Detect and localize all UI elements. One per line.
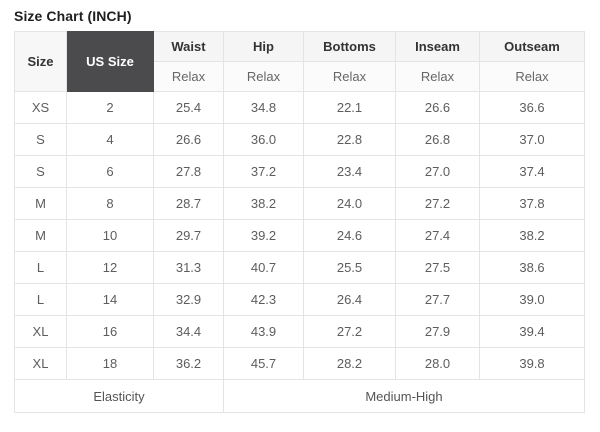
elasticity-value: Medium-High xyxy=(224,380,585,413)
column-header-waist: Waist xyxy=(154,32,224,62)
column-header-outseam: Outseam xyxy=(480,32,585,62)
outseam-cell: 36.6 xyxy=(480,92,585,124)
bottoms-cell: 27.2 xyxy=(304,316,396,348)
hip-cell: 38.2 xyxy=(224,188,304,220)
waist-cell: 28.7 xyxy=(154,188,224,220)
outseam-cell: 38.2 xyxy=(480,220,585,252)
inseam-cell: 27.2 xyxy=(396,188,480,220)
us-size-cell: 10 xyxy=(67,220,154,252)
waist-cell: 32.9 xyxy=(154,284,224,316)
header-row-labels xyxy=(15,32,585,62)
hip-cell: 37.2 xyxy=(224,156,304,188)
waist-cell: 25.4 xyxy=(154,92,224,124)
column-header-size: Size xyxy=(15,32,67,92)
us-size-cell: 12 xyxy=(67,252,154,284)
waist-cell: 29.7 xyxy=(154,220,224,252)
table-row xyxy=(15,188,585,220)
outseam-cell: 38.6 xyxy=(480,252,585,284)
page-title: Size Chart (INCH) xyxy=(14,8,132,24)
us-size-cell: 6 xyxy=(67,156,154,188)
table-row xyxy=(15,156,585,188)
us-size-cell: 14 xyxy=(67,284,154,316)
bottoms-cell: 28.2 xyxy=(304,348,396,380)
column-header-hip: Hip xyxy=(224,32,304,62)
table-row xyxy=(15,220,585,252)
fit-header-bottoms: Relax xyxy=(304,62,396,92)
waist-cell: 27.8 xyxy=(154,156,224,188)
inseam-cell: 27.4 xyxy=(396,220,480,252)
size-cell: M xyxy=(15,220,67,252)
bottoms-cell: 25.5 xyxy=(304,252,396,284)
size-cell: XS xyxy=(15,92,67,124)
us-size-cell: 4 xyxy=(67,124,154,156)
fit-header-waist: Relax xyxy=(154,62,224,92)
table-row xyxy=(15,124,585,156)
size-cell: L xyxy=(15,252,67,284)
bottoms-cell: 24.0 xyxy=(304,188,396,220)
table-row xyxy=(15,252,585,284)
outseam-cell: 37.0 xyxy=(480,124,585,156)
waist-cell: 31.3 xyxy=(154,252,224,284)
bottoms-cell: 24.6 xyxy=(304,220,396,252)
table-row xyxy=(15,284,585,316)
bottoms-cell: 22.1 xyxy=(304,92,396,124)
outseam-cell: 39.0 xyxy=(480,284,585,316)
outseam-cell: 37.4 xyxy=(480,156,585,188)
inseam-cell: 28.0 xyxy=(396,348,480,380)
inseam-cell: 27.9 xyxy=(396,316,480,348)
waist-cell: 34.4 xyxy=(154,316,224,348)
waist-cell: 26.6 xyxy=(154,124,224,156)
bottoms-cell: 23.4 xyxy=(304,156,396,188)
table-footer xyxy=(15,380,585,413)
fit-header-hip: Relax xyxy=(224,62,304,92)
table-row xyxy=(15,92,585,124)
size-cell: XL xyxy=(15,348,67,380)
us-size-cell: 2 xyxy=(67,92,154,124)
inseam-cell: 27.5 xyxy=(396,252,480,284)
column-header-inseam: Inseam xyxy=(396,32,480,62)
hip-cell: 43.9 xyxy=(224,316,304,348)
elasticity-label: Elasticity xyxy=(15,380,224,413)
hip-cell: 42.3 xyxy=(224,284,304,316)
bottoms-cell: 26.4 xyxy=(304,284,396,316)
outseam-cell: 39.8 xyxy=(480,348,585,380)
size-cell: XL xyxy=(15,316,67,348)
inseam-cell: 26.6 xyxy=(396,92,480,124)
hip-cell: 36.0 xyxy=(224,124,304,156)
size-cell: M xyxy=(15,188,67,220)
hip-cell: 40.7 xyxy=(224,252,304,284)
hip-cell: 39.2 xyxy=(224,220,304,252)
outseam-cell: 37.8 xyxy=(480,188,585,220)
us-size-cell: 18 xyxy=(67,348,154,380)
size-cell: L xyxy=(15,284,67,316)
hip-cell: 45.7 xyxy=(224,348,304,380)
fit-header-outseam: Relax xyxy=(480,62,585,92)
fit-header-inseam: Relax xyxy=(396,62,480,92)
hip-cell: 34.8 xyxy=(224,92,304,124)
bottoms-cell: 22.8 xyxy=(304,124,396,156)
table-row xyxy=(15,348,585,380)
size-cell: S xyxy=(15,124,67,156)
column-header-us-size: US Size xyxy=(67,32,154,92)
us-size-cell: 16 xyxy=(67,316,154,348)
waist-cell: 36.2 xyxy=(154,348,224,380)
column-header-bottoms: Bottoms xyxy=(304,32,396,62)
table-header xyxy=(15,32,585,92)
inseam-cell: 26.8 xyxy=(396,124,480,156)
footer-row xyxy=(15,380,585,413)
us-size-cell: 8 xyxy=(67,188,154,220)
table-row xyxy=(15,316,585,348)
inseam-cell: 27.7 xyxy=(396,284,480,316)
outseam-cell: 39.4 xyxy=(480,316,585,348)
table-body xyxy=(15,92,585,380)
size-cell: S xyxy=(15,156,67,188)
inseam-cell: 27.0 xyxy=(396,156,480,188)
size-chart-table xyxy=(14,31,585,413)
